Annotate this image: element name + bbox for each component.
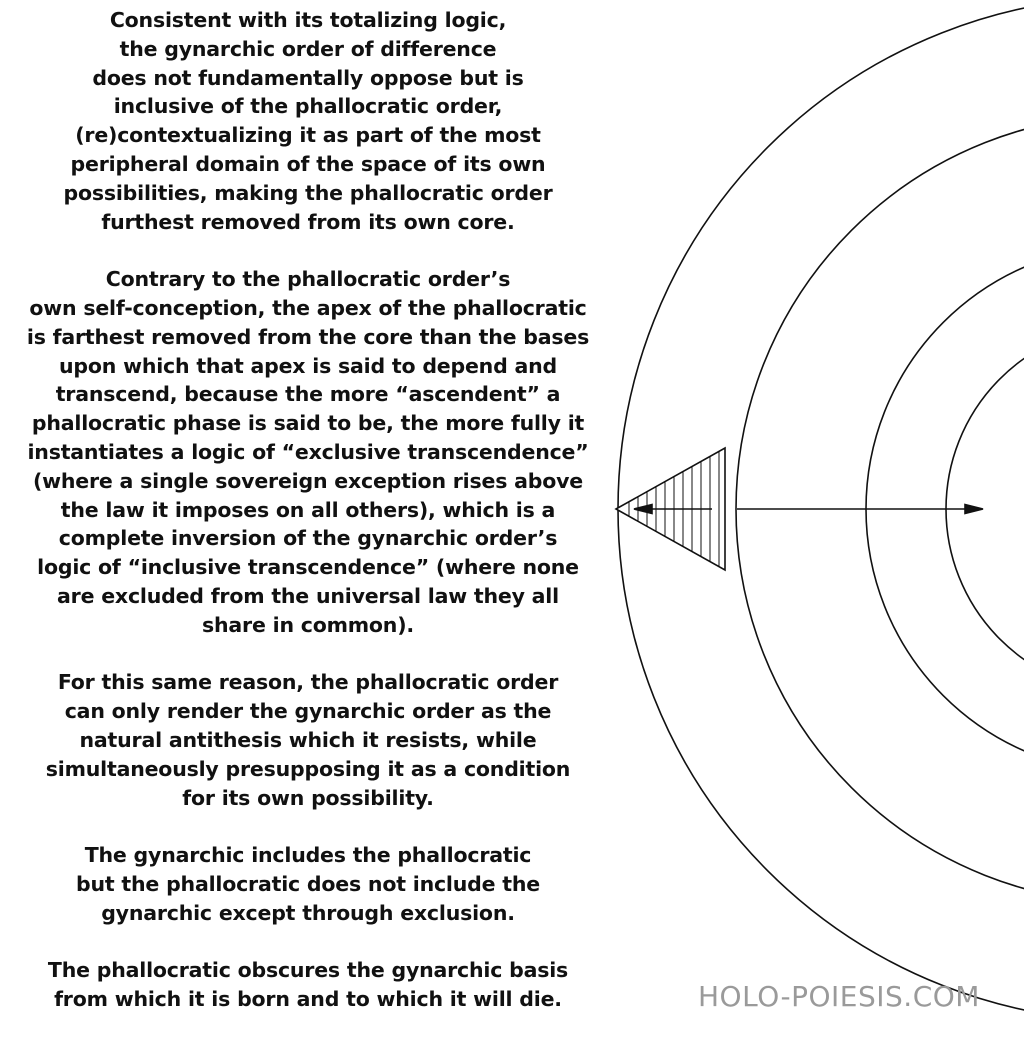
right-arrowhead-icon bbox=[965, 505, 983, 514]
text-line: furthest removed from its own core. bbox=[101, 209, 515, 234]
text-line: the gynarchic order of difference bbox=[119, 36, 497, 61]
text-line: The phallocratic obscures the gynarchic basis bbox=[47, 958, 569, 983]
text-line: share in common). bbox=[202, 612, 414, 637]
site-watermark: HOLO-POIESIS.COM bbox=[698, 980, 980, 1013]
text-line: phallocratic phase is said to be, the more fully it bbox=[31, 411, 585, 436]
text-line: does not fundamentally oppose but is bbox=[92, 65, 524, 90]
text-line: own self-conception, the apex of the phallocratic bbox=[29, 295, 587, 320]
text-line: transcend, because the more “ascendent” a bbox=[55, 382, 561, 407]
text-line: is farthest removed from the core than the bases bbox=[26, 324, 590, 349]
text-line: peripheral domain of the space of its own bbox=[70, 151, 546, 176]
text-line: The gynarchic includes the phallocratic bbox=[84, 843, 532, 868]
text-line: are excluded from the universal law they all bbox=[57, 583, 559, 608]
text-line: can only render the gynarchic order as the bbox=[64, 699, 552, 724]
text-line: Consistent with its totalizing logic, bbox=[109, 8, 507, 32]
text-line: gynarchic except through exclusion. bbox=[101, 900, 515, 925]
text-line: instantiates a logic of “exclusive transcendence” bbox=[27, 439, 589, 464]
text-line: simultaneously presupposing it as a condition bbox=[45, 756, 571, 781]
hatched-triangle-apex bbox=[616, 440, 725, 580]
text-line: (re)contextualizing it as part of the most bbox=[75, 123, 541, 148]
text-line: upon which that apex is said to depend and bbox=[59, 353, 557, 378]
text-line: the law it imposes on all others), which is a bbox=[60, 497, 556, 522]
text-line: possibilities, making the phallocratic order bbox=[63, 180, 553, 205]
text-line: complete inversion of the gynarchic order’s bbox=[58, 526, 558, 551]
text-line: Contrary to the phallocratic order’s bbox=[105, 267, 511, 292]
text-line: natural antithesis which it resists, while bbox=[79, 727, 537, 752]
text-line: but the phallocratic does not include the bbox=[76, 871, 540, 896]
text-line: for its own possibility. bbox=[182, 785, 434, 810]
text-line: For this same reason, the phallocratic order bbox=[57, 670, 559, 695]
text-line: (where a single sovereign exception rises above bbox=[32, 468, 584, 493]
text-line: inclusive of the phallocratic order, bbox=[113, 94, 503, 119]
text-line: from which it is born and to which it will die. bbox=[54, 987, 562, 1012]
text-line: logic of “inclusive transcendence” (where none bbox=[37, 555, 579, 580]
